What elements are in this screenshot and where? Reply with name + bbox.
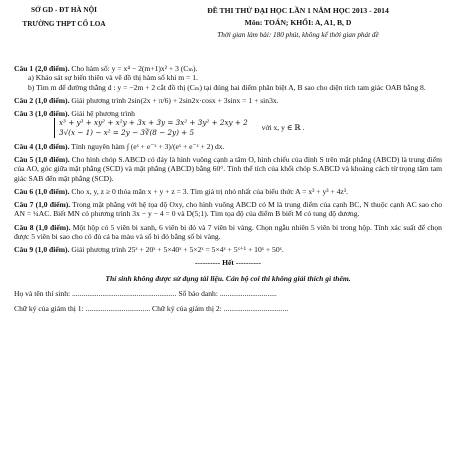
question-6-text: Cho x, y, z ≥ 0 thỏa mãn x + y + z = 3. Tìm giá trị nhỏ nhất của biểu thức A = x³ + y³ + 4z³. [69, 186, 348, 196]
question-5 [14, 155, 442, 183]
question-6-head: Câu 6 (1,0 điểm). [14, 186, 70, 196]
question-3 [14, 109, 442, 138]
question-3-head: Câu 3 (1,0 điểm). [14, 109, 70, 118]
question-5-text: Cho hình chóp S.ABCD có đáy là hình vuông cạnh a tâm O, hình chiếu của đỉnh S trên mặt phẳng (ABCD) là trung điểm của AO, góc giữa mặt phẳng (SCD) và mặt phẳng (ABCD) bằng 60°. Tính thể tích của khối chóp S.ABCD và khoảng cách từ trọng tâm tam giác SAB đến mặt phẳng (SCD). [14, 155, 442, 183]
exam-subject: Môn: TOÁN; KHỐI: A, A1, B, D [244, 18, 352, 28]
question-4-text: Tính nguyên hàm ∫ (eˣ + e⁻ˣ + 3)/(eˣ + e⁻ˣ + 2) dx. [69, 141, 225, 151]
school-name: TRƯỜNG THPT CỔ LOA [22, 19, 106, 28]
exam-body [14, 64, 442, 313]
question-9 [14, 245, 442, 254]
question-1-text: Cho hàm số: y = x⁴ − 2(m+1)x² + 3 (Cₘ). [69, 64, 198, 73]
question-7-head: Câu 7 (1,0 điểm). [14, 200, 71, 210]
question-7-text: Trong mặt phẳng với hệ tọa độ Oxy, cho hình vuông ABCD có M là trung điểm của cạnh BC, N thuộc cạnh AC sao cho AN = ¼AC. Biết MN có phương trình 3x − y − 4 = 0 và D(5;1). Tìm tọa độ của điểm B biết M có tung độ dương. [14, 200, 442, 219]
header-right [150, 6, 446, 39]
question-3-text: Giải hệ phương trình [69, 109, 135, 118]
equation-1: x³ + y³ + xy² + x²y + 3x + 3y = 3x² + 3y² + 2xy + 2 [59, 118, 248, 128]
question-9-head: Câu 9 (1,0 điểm). [14, 245, 70, 255]
question-4-head: Câu 4 (1,0 điểm). [14, 141, 70, 151]
question-1a: a) Khảo sát sự biến thiên và vẽ đồ thị hàm số khi m = 1. [28, 73, 198, 83]
question-5-head: Câu 5 (1,0 điểm). [14, 155, 70, 165]
candidate-info-line: Họ và tên thí sinh: ....................................................... Số báo danh: .............................. [14, 288, 277, 298]
equation-system [54, 118, 248, 138]
exam-title: ĐỀ THI THỬ ĐẠI HỌC LẦN 1 NĂM HỌC 2013 - 2014 [207, 6, 389, 15]
question-3-condition: với x, y ∈ ℝ . [261, 122, 305, 132]
question-2-text: Giải phương trình 2sin(2x + π/6) + 2sin2x·cosx + 3sinx = 1 + sin3x. [69, 95, 279, 105]
signature-line: Chữ ký của giám thị 1: .................................. Chữ ký của giám thị 2: .................................. [14, 304, 289, 314]
department-name: SỞ GD - ĐT HÀ NỘI [31, 6, 97, 14]
exam-time: Thời gian làm bài: 180 phút, không kể thời gian phát đề [217, 30, 379, 39]
question-6 [14, 187, 442, 196]
exam-note: Thí sinh không được sử dụng tài liệu. Cán bộ coi thi không giải thích gì thêm. [105, 273, 351, 283]
question-8-text: Một hộp có 5 viên bi xanh, 6 viên bi đỏ và 7 viên bi vàng. Chọn ngẫu nhiên 5 viên bi trong hộp. Tính xác suất để chọn được 5 viên bi sao cho có đủ cả ba màu và số bi đỏ bằng số bi vàng. [14, 222, 442, 241]
header-left [14, 6, 114, 29]
end-marker: ---------- Hết ---------- [194, 258, 262, 268]
question-1-head: Câu 1 (2,0 điểm). [14, 64, 70, 73]
question-2 [14, 96, 442, 105]
question-8 [14, 223, 442, 242]
equation-2: 3√(x − 1) − x² = 2y − 3∛(8 − 2y) + 5 [59, 128, 195, 138]
question-9-text: Giải phương trình 25ˣ + 20ˣ + 5×40ˣ + 5×2ˣ = 5×4ˣ + 5ˣ⁺¹ + 10ˣ + 50ˣ. [69, 245, 284, 255]
question-7 [14, 200, 442, 219]
question-1 [14, 64, 442, 92]
question-4 [14, 142, 442, 151]
question-2-head: Câu 2 (1,0 điểm). [14, 95, 70, 105]
question-1b: b) Tìm m để đường thẳng d : y = −2m + 2 cắt đồ thị (Cₘ) tại đúng hai điểm phân biệt A, B sao cho diện tích tam giác OAB bằng 8. [28, 82, 426, 92]
question-8-head: Câu 8 (1,0 điểm). [14, 222, 71, 232]
